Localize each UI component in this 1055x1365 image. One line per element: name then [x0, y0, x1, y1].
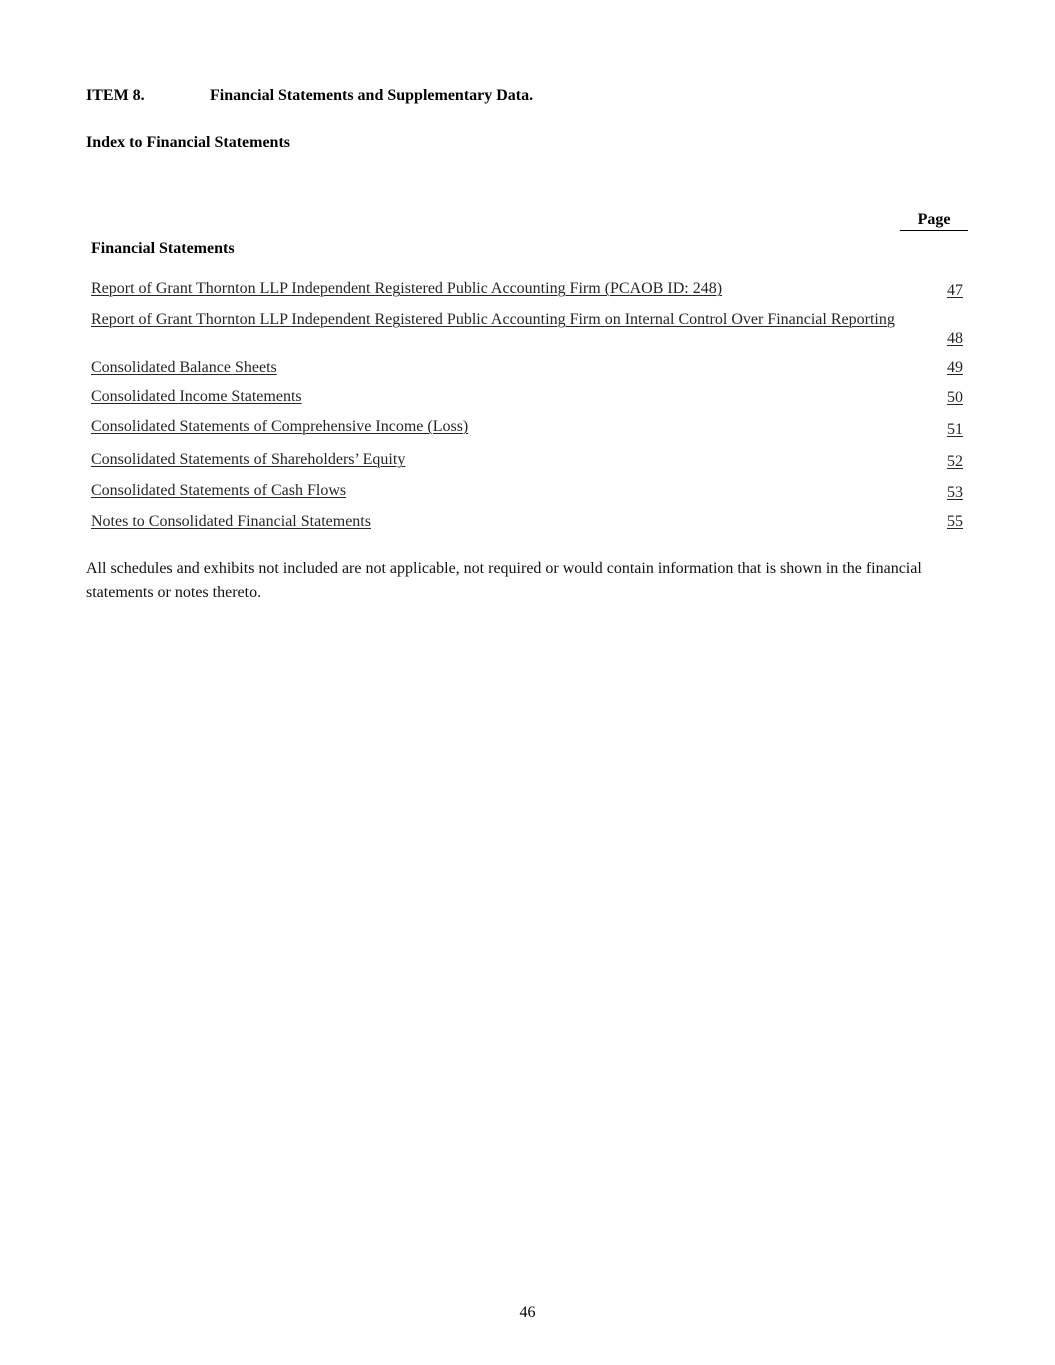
toc-page-auditor-report[interactable]: 47 [947, 282, 963, 299]
page-column-header: Page [900, 211, 968, 231]
toc-page-income-statements[interactable]: 50 [947, 389, 963, 406]
toc-link-balance-sheets[interactable]: Consolidated Balance Sheets [91, 359, 277, 376]
item-title: Financial Statements and Supplementary Data. [210, 87, 534, 104]
index-title: Index to Financial Statements [86, 134, 290, 151]
toc-link-comprehensive-income[interactable]: Consolidated Statements of Comprehensive Income (Loss) [91, 418, 469, 435]
schedules-note: All schedules and exhibits not included are not applicable, not required or would contain information that is shown in the financial statements or notes thereto. [86, 560, 922, 601]
toc-page-internal-control-report[interactable]: 48 [947, 330, 963, 347]
toc-link-internal-control-report[interactable]: Report of Grant Thornton LLP Independent Registered Public Accounting Firm on Internal Control Over Financial Reporting [91, 311, 895, 328]
page-number: 46 [519, 1304, 536, 1321]
item-number: ITEM 8. [86, 87, 145, 104]
toc-page-notes[interactable]: 55 [947, 513, 963, 530]
toc-page-comprehensive-income[interactable]: 51 [947, 421, 963, 438]
toc-page-balance-sheets[interactable]: 49 [947, 359, 963, 376]
toc-link-income-statements[interactable]: Consolidated Income Statements [91, 388, 302, 405]
toc-link-auditor-report[interactable]: Report of Grant Thornton LLP Independent Registered Public Accounting Firm (PCAOB ID: 248) [91, 280, 723, 297]
toc-link-cash-flows[interactable]: Consolidated Statements of Cash Flows [91, 482, 347, 499]
toc-link-notes[interactable]: Notes to Consolidated Financial Statements [91, 513, 371, 530]
toc-page-shareholders-equity[interactable]: 52 [947, 453, 963, 470]
toc-page-cash-flows[interactable]: 53 [947, 484, 963, 501]
financial-statements-heading: Financial Statements [91, 240, 235, 257]
toc-link-shareholders-equity[interactable]: Consolidated Statements of Shareholders’ Equity [91, 451, 406, 468]
